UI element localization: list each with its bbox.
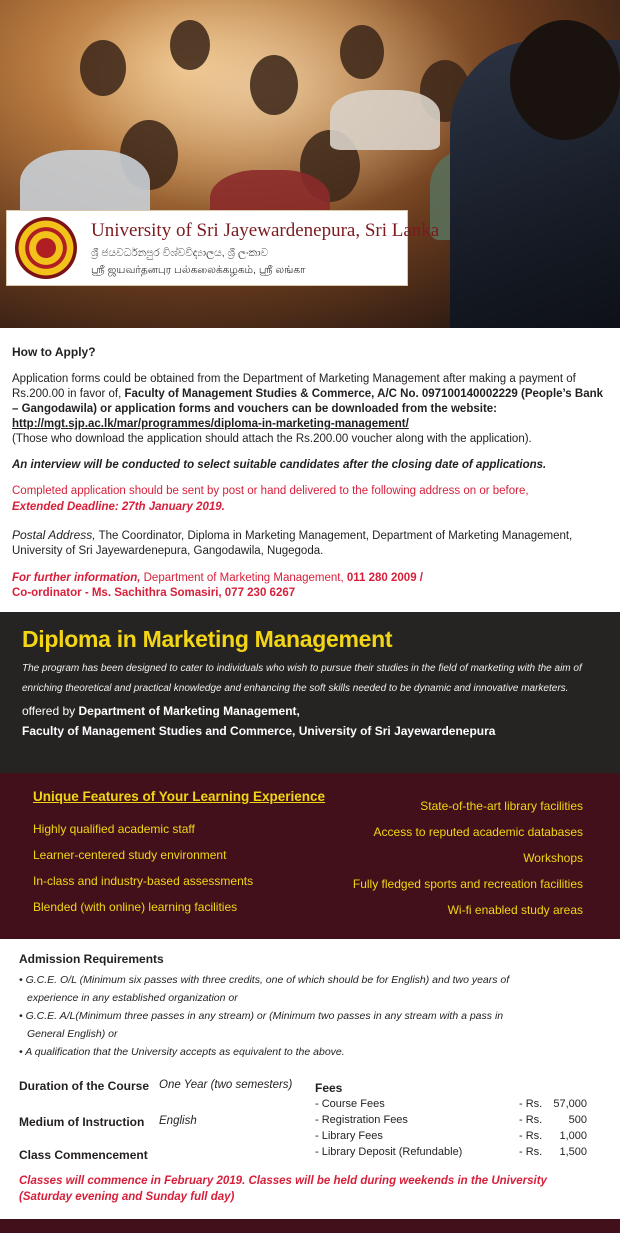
extended-deadline: Extended Deadline: 27th January 2019. xyxy=(12,501,225,513)
interview-note: An interview will be conducted to select suitable candidates after the closing date of applications. xyxy=(12,459,547,471)
lecturer-head xyxy=(510,20,620,140)
offered-by-faculty: Faculty of Management Studies and Commerce, University of Sri Jayewardenepura xyxy=(22,724,496,738)
feature-item: Wi-fi enabled study areas xyxy=(447,903,583,917)
duration-value: One Year (two semesters) xyxy=(159,1079,293,1091)
requirement-item xyxy=(19,971,599,1061)
footer-band xyxy=(0,1219,620,1233)
apply-text: Application forms could be obtained from the Department of Marketing Management after making a payment of Rs.200.00 in favor of, xyxy=(12,373,576,400)
student-head xyxy=(80,40,126,96)
submission-note: Completed application should be sent by post or hand delivered to the following address on or before, xyxy=(12,485,529,497)
fee-currency: - Rs. xyxy=(519,1114,543,1126)
diploma-description: The program has been designed to cater to individuals who wish to pursue their studies in the field of marketing with the aim of enriching theoretical and practical knowledge and enhancing the soft skills needed to be dynamic and innovative marketers. xyxy=(22,663,582,694)
university-name: University of Sri Jayewardenepura, Sri Lanka xyxy=(91,220,440,241)
feature-item: Fully fledged sports and recreation facilities xyxy=(352,877,583,891)
student-head xyxy=(170,20,210,70)
offered-by-prefix: offered by xyxy=(22,704,79,718)
voucher-note: (Those who download the application should attach the Rs.200.00 voucher along with the application). xyxy=(12,433,532,445)
fee-currency: - Rs. xyxy=(519,1098,543,1110)
coordinator-contact: Co-ordinator - Ms. Sachithra Somasiri, 077 230 6267 xyxy=(12,587,296,599)
lecturer-figure xyxy=(450,40,620,328)
fee-name: - Course Fees xyxy=(315,1098,385,1110)
hero-banner xyxy=(0,0,620,328)
how-to-apply-section xyxy=(0,328,620,601)
admission-section xyxy=(0,939,620,1219)
fee-amount: 1,500 xyxy=(559,1146,587,1158)
university-name-sinhala: ශ්‍රී ජයවර්ධනපුර විශ්වවිද්‍යාලය, ශ්‍රී ලංකාව xyxy=(91,247,269,259)
features-heading: Unique Features of Your Learning Experience xyxy=(33,789,326,804)
fee-currency: - Rs. xyxy=(519,1146,543,1158)
application-download-link[interactable]: http://mgt.sjp.ac.lk/mar/programmes/diploma-in-marketing-management/ xyxy=(12,418,409,430)
fee-row xyxy=(315,1130,587,1146)
feature-item: Workshops xyxy=(523,851,583,865)
requirement-line: experience in any established organization or xyxy=(27,992,238,1004)
commencement-label: Class Commencement xyxy=(19,1148,148,1162)
feature-item: Blended (with online) learning facilities xyxy=(33,900,238,914)
student-shirt xyxy=(330,90,440,150)
requirement-line: • G.C.E. A/L(Minimum three passes in any stream) or (Minimum two passes in any stream with a pass in xyxy=(19,1010,504,1022)
apply-heading: How to Apply? xyxy=(12,345,96,359)
university-name-tamil: ஸ்ரீ ஜயவர்தனபுர பல்கலைக்கழகம், ஸ்ரீ லங்கா xyxy=(91,264,306,276)
university-emblem-icon xyxy=(15,217,77,279)
fee-currency: - Rs. xyxy=(519,1130,543,1142)
account-details: Faculty of Management Studies & Commerce, A/C No. 097100140002229 (People’s Bank – Gangodawila) or application forms and vouchers can be downloaded from the website: xyxy=(12,388,604,415)
fee-amount: 500 xyxy=(568,1114,587,1126)
fee-amount: 1,000 xyxy=(559,1130,587,1142)
feature-item: State-of-the-art library facilities xyxy=(420,799,583,813)
diploma-title: Diploma in Marketing Management xyxy=(22,626,393,652)
fee-row xyxy=(315,1098,587,1114)
commencement-note: Classes will commence in February 2019. Classes will be held during weekends in the University (Saturday evening and Sunday full day) xyxy=(19,1175,547,1203)
features-section xyxy=(0,773,620,939)
fee-row xyxy=(315,1146,587,1162)
fee-name: - Library Deposit (Refundable) xyxy=(315,1146,463,1158)
medium-label: Medium of Instruction xyxy=(19,1115,145,1129)
offered-by-department: Department of Marketing Management, xyxy=(78,704,300,718)
fees-heading: Fees xyxy=(315,1081,343,1095)
fee-name: - Library Fees xyxy=(315,1130,383,1142)
feature-item: Highly qualified academic staff xyxy=(33,822,195,836)
medium-value: English xyxy=(159,1115,197,1127)
student-head xyxy=(250,55,298,115)
diploma-section xyxy=(0,612,620,773)
admission-heading: Admission Requirements xyxy=(19,952,164,966)
requirement-line: • A qualification that the University accepts as equivalent to the above. xyxy=(19,1046,345,1058)
fee-amount: 57,000 xyxy=(553,1098,587,1110)
further-text: Department of Marketing Management, xyxy=(140,572,347,584)
requirement-line: General English) or xyxy=(27,1028,118,1040)
feature-item: Learner-centered study environment xyxy=(33,848,227,862)
duration-label: Duration of the Course xyxy=(19,1079,150,1093)
offered-by xyxy=(22,701,598,741)
feature-item: Access to reputed academic databases xyxy=(373,825,583,839)
further-information xyxy=(12,571,608,601)
feature-item: In-class and industry-based assessments xyxy=(33,874,254,888)
fee-name: - Registration Fees xyxy=(315,1114,408,1126)
apply-instructions xyxy=(12,372,608,447)
university-logo-banner xyxy=(6,210,440,286)
fee-row xyxy=(315,1114,587,1130)
further-label: For further information, xyxy=(12,572,141,584)
postal-address xyxy=(12,528,608,559)
postal-text: The Coordinator, Diploma in Marketing Management, Department of Marketing Management, University of Sri Jayewardenepura, Gangodawila, Nugegoda. xyxy=(12,530,573,557)
student-head xyxy=(340,25,384,79)
department-phone: 011 280 2009 / xyxy=(346,572,423,584)
postal-label: Postal Address, xyxy=(12,528,96,542)
requirement-line: • G.C.E. O/L (Minimum six passes with three credits, one of which should be for English) and two years of xyxy=(19,974,510,986)
